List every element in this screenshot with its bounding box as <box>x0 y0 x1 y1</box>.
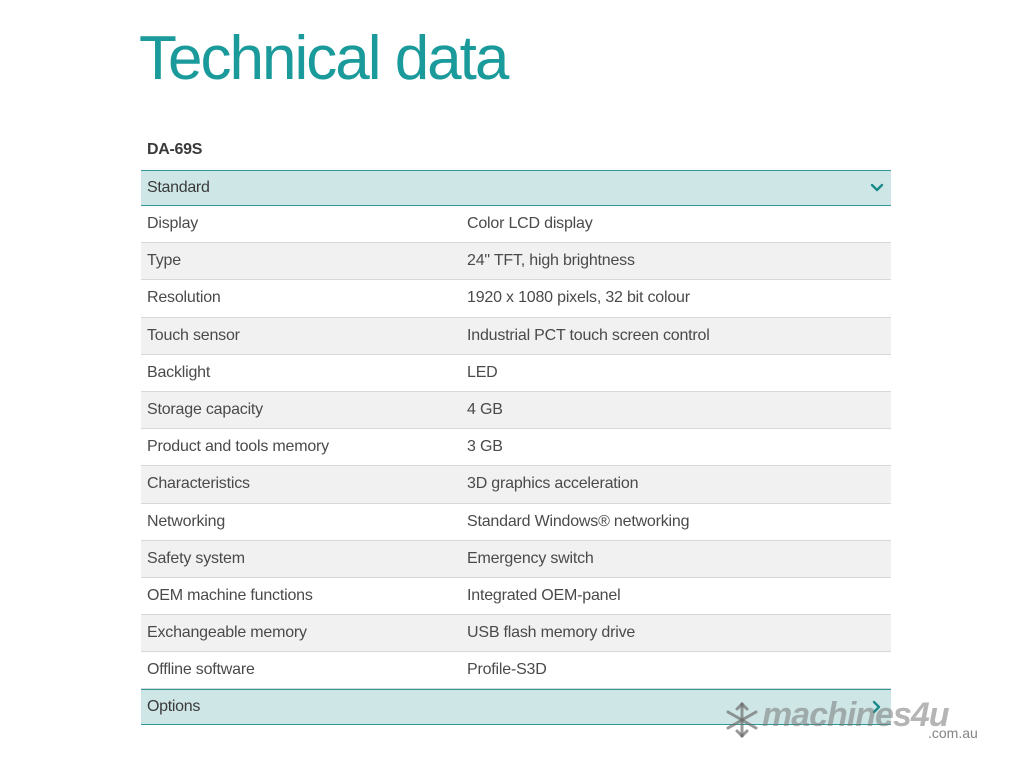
spec-row <box>141 504 891 541</box>
chevron-right-icon[interactable] <box>869 699 885 715</box>
watermark-domain: .com.au <box>928 725 978 741</box>
spec-row <box>141 541 891 578</box>
spec-row <box>141 615 891 652</box>
spec-table <box>141 170 891 725</box>
spec-value: 3 GB <box>467 438 503 456</box>
section-options-label: Options <box>147 698 201 716</box>
spec-label: Characteristics <box>147 475 250 493</box>
model-name: DA-69S <box>147 141 203 158</box>
spec-label: Backlight <box>147 363 211 381</box>
spec-label: Resolution <box>147 289 221 307</box>
spec-row <box>141 652 891 689</box>
spec-label: Display <box>147 215 199 233</box>
section-standard-label: Standard <box>147 179 210 196</box>
spec-row <box>141 578 891 615</box>
spec-value: 1920 x 1080 pixels, 32 bit colour <box>467 289 690 307</box>
spec-value: Industrial PCT touch screen control <box>467 326 710 344</box>
spec-value: 24" TFT, high brightness <box>467 252 635 270</box>
spec-value: LED <box>467 363 498 381</box>
spec-label: Networking <box>147 512 226 530</box>
spec-row <box>141 206 891 243</box>
spec-label: Offline software <box>147 661 255 679</box>
section-options-header[interactable] <box>141 689 891 725</box>
spec-value: USB flash memory drive <box>467 624 636 642</box>
spec-value: Integrated OEM-panel <box>467 586 621 604</box>
spec-row <box>141 280 891 317</box>
spec-label: OEM machine functions <box>147 586 313 604</box>
page-title: Technical data <box>139 24 508 93</box>
spec-label: Exchangeable memory <box>147 624 307 642</box>
spec-row <box>141 243 891 280</box>
spec-value: 3D graphics acceleration <box>467 475 639 493</box>
spec-value: Color LCD display <box>467 215 593 233</box>
spec-row <box>141 429 891 466</box>
spec-label: Storage capacity <box>147 401 263 419</box>
spec-label: Product and tools memory <box>147 438 329 456</box>
spec-label: Safety system <box>147 549 245 567</box>
spec-value: Emergency switch <box>467 549 594 567</box>
watermark-text: machines4u <box>762 696 949 734</box>
spec-value: Standard Windows® networking <box>467 512 690 530</box>
spec-row <box>141 318 891 355</box>
spec-row <box>141 355 891 392</box>
chevron-down-icon[interactable] <box>869 180 885 196</box>
spec-row <box>141 466 891 503</box>
spec-value: Profile-S3D <box>467 661 547 679</box>
spec-label: Touch sensor <box>147 326 240 344</box>
spec-row <box>141 392 891 429</box>
spec-rows <box>141 206 891 689</box>
spec-label: Type <box>147 252 181 270</box>
section-standard-header[interactable] <box>141 170 891 206</box>
spec-value: 4 GB <box>467 401 503 419</box>
